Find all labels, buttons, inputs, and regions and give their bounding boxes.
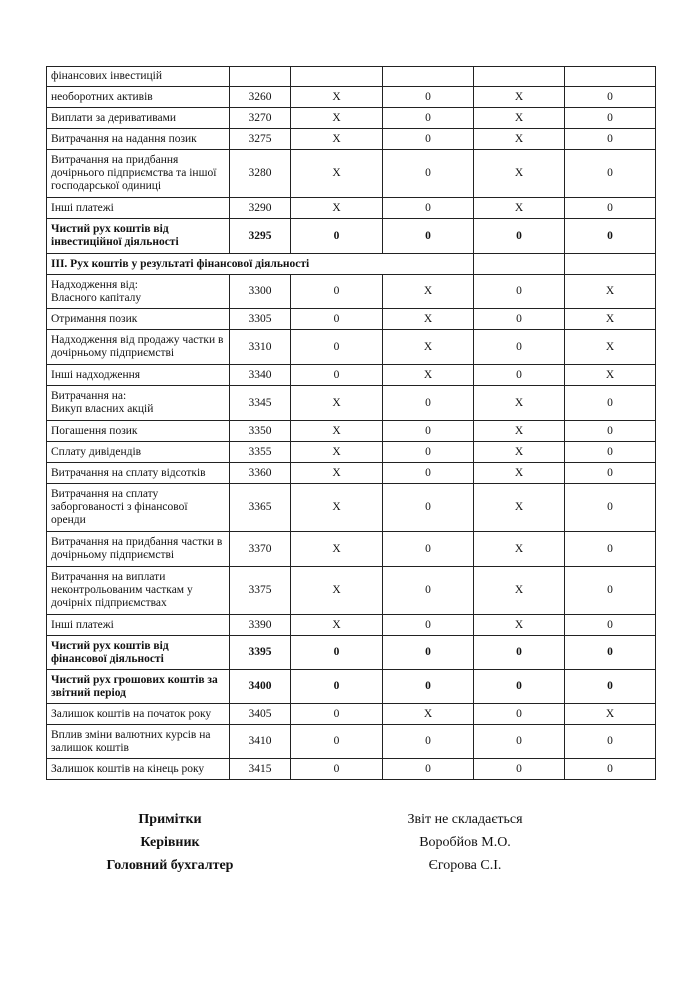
footer-row-notes — [0, 812, 700, 835]
value-cell: 0 — [565, 463, 656, 484]
value-cell: X — [291, 463, 383, 484]
row-code: 3390 — [230, 615, 291, 636]
value-cell: X — [474, 463, 565, 484]
row-code: 3305 — [230, 309, 291, 330]
director-label: Керівник — [140, 835, 200, 850]
empty-cell — [565, 254, 656, 275]
value-cell: X — [474, 567, 565, 615]
value-cell: X — [474, 442, 565, 463]
value-cell: X — [474, 386, 565, 421]
table-row — [47, 532, 656, 567]
value-cell: 0 — [565, 759, 656, 780]
value-cell: 0 — [565, 219, 656, 254]
table-row — [47, 670, 656, 704]
row-code: 3395 — [230, 636, 291, 670]
value-cell: X — [474, 532, 565, 567]
value-cell: 0 — [383, 108, 474, 129]
value-cell: X — [291, 421, 383, 442]
value-cell: 0 — [383, 442, 474, 463]
row-name: Витрачання на придбання дочірнього підприємства та іншої господарської одиниці — [47, 150, 230, 198]
value-cell: 0 — [383, 386, 474, 421]
row-name: Чистий рух коштів від фінансової діяльності — [47, 636, 230, 670]
value-cell: 0 — [383, 87, 474, 108]
table-row — [47, 567, 656, 615]
value-cell: X — [291, 484, 383, 532]
value-cell: 0 — [474, 759, 565, 780]
footer-row-director — [0, 835, 700, 858]
value-cell: X — [565, 704, 656, 725]
row-name: Отримання позик — [47, 309, 230, 330]
notes-value: Звіт не складається — [407, 812, 523, 827]
table-row — [47, 365, 656, 386]
value-cell: X — [565, 330, 656, 365]
value-cell: X — [474, 87, 565, 108]
chief-accountant-name: Єгорова С.І. — [428, 858, 502, 873]
row-name: необоротних активів — [47, 87, 230, 108]
value-cell: 0 — [291, 636, 383, 670]
value-cell: X — [474, 421, 565, 442]
section-title: ІІІ. Рух коштів у результаті фінансової діяльності — [47, 254, 474, 275]
value-cell: 0 — [291, 275, 383, 309]
value-cell: X — [291, 150, 383, 198]
row-name: Чистий рух коштів від інвестиційної діяльності — [47, 219, 230, 254]
row-code: 3410 — [230, 725, 291, 759]
value-cell: 0 — [565, 87, 656, 108]
value-cell: 0 — [383, 129, 474, 150]
value-cell: 0 — [383, 670, 474, 704]
row-code: 3340 — [230, 365, 291, 386]
chief-accountant-label: Головний бухгалтер — [106, 858, 234, 873]
row-name: Витрачання на придбання частки в дочірньому підприємстві — [47, 532, 230, 567]
row-code: 3260 — [230, 87, 291, 108]
value-cell: 0 — [565, 615, 656, 636]
row-code: 3360 — [230, 463, 291, 484]
row-name: Залишок коштів на кінець року — [47, 759, 230, 780]
row-name: Інші платежі — [47, 198, 230, 219]
value-cell — [291, 67, 383, 87]
table-row — [47, 421, 656, 442]
value-cell: X — [565, 309, 656, 330]
row-name: фінансових інвестицій — [47, 67, 230, 87]
row-name: Надходження від: Власного капіталу — [47, 275, 230, 309]
table-row — [47, 386, 656, 421]
row-name: Залишок коштів на початок року — [47, 704, 230, 725]
value-cell: 0 — [383, 421, 474, 442]
row-code: 3310 — [230, 330, 291, 365]
value-cell: X — [383, 309, 474, 330]
table-row — [47, 725, 656, 759]
table-row — [47, 636, 656, 670]
value-cell: 0 — [291, 670, 383, 704]
value-cell: X — [383, 275, 474, 309]
value-cell: 0 — [383, 615, 474, 636]
director-name: Воробйов М.О. — [419, 835, 511, 850]
value-cell: X — [291, 108, 383, 129]
value-cell: 0 — [565, 421, 656, 442]
table-row — [47, 108, 656, 129]
row-code: 3290 — [230, 198, 291, 219]
value-cell: 0 — [291, 365, 383, 386]
row-name: Погашення позик — [47, 421, 230, 442]
table-row — [47, 704, 656, 725]
table-row — [47, 275, 656, 309]
row-name: Витрачання на сплату відсотків — [47, 463, 230, 484]
table-row — [47, 150, 656, 198]
signatures-block — [0, 812, 700, 881]
row-code: 3280 — [230, 150, 291, 198]
row-name: Вплив зміни валютних курсів на залишок коштів — [47, 725, 230, 759]
row-code: 3370 — [230, 532, 291, 567]
value-cell: 0 — [383, 484, 474, 532]
value-cell: X — [291, 129, 383, 150]
row-code: 3365 — [230, 484, 291, 532]
value-cell: 0 — [291, 759, 383, 780]
value-cell: 0 — [383, 759, 474, 780]
row-code: 3270 — [230, 108, 291, 129]
row-code: 3345 — [230, 386, 291, 421]
row-code: 3275 — [230, 129, 291, 150]
value-cell: 0 — [565, 532, 656, 567]
value-cell: 0 — [565, 108, 656, 129]
footer-row-accountant — [0, 858, 700, 881]
table-row — [47, 615, 656, 636]
table-row — [47, 219, 656, 254]
value-cell: 0 — [474, 636, 565, 670]
value-cell: X — [291, 442, 383, 463]
value-cell — [565, 67, 656, 87]
value-cell: 0 — [565, 725, 656, 759]
value-cell: X — [291, 615, 383, 636]
row-name: Витрачання на надання позик — [47, 129, 230, 150]
row-code: 3295 — [230, 219, 291, 254]
value-cell: 0 — [565, 636, 656, 670]
value-cell: 0 — [383, 198, 474, 219]
value-cell: X — [565, 275, 656, 309]
table-body — [47, 67, 656, 780]
value-cell: 0 — [474, 670, 565, 704]
value-cell: 0 — [474, 219, 565, 254]
value-cell: X — [291, 532, 383, 567]
table-row — [47, 198, 656, 219]
value-cell: X — [383, 330, 474, 365]
row-name: Інші платежі — [47, 615, 230, 636]
value-cell: 0 — [383, 636, 474, 670]
value-cell: 0 — [474, 704, 565, 725]
value-cell: 0 — [565, 129, 656, 150]
value-cell: 0 — [383, 463, 474, 484]
value-cell — [383, 67, 474, 87]
value-cell: X — [474, 484, 565, 532]
row-name: Надходження від продажу частки в дочірньому підприємстві — [47, 330, 230, 365]
value-cell: X — [474, 615, 565, 636]
row-code: 3415 — [230, 759, 291, 780]
row-code: 3300 — [230, 275, 291, 309]
value-cell — [474, 67, 565, 87]
value-cell: 0 — [383, 725, 474, 759]
row-name: Виплати за деривативами — [47, 108, 230, 129]
value-cell: 0 — [565, 567, 656, 615]
value-cell: 0 — [474, 365, 565, 386]
value-cell: 0 — [291, 704, 383, 725]
value-cell: X — [474, 150, 565, 198]
table-row — [47, 484, 656, 532]
value-cell: 0 — [383, 532, 474, 567]
row-code: 3400 — [230, 670, 291, 704]
value-cell: 0 — [383, 567, 474, 615]
value-cell: X — [291, 386, 383, 421]
table-row — [47, 463, 656, 484]
row-name: Чистий рух грошових коштів за звітний період — [47, 670, 230, 704]
value-cell: 0 — [291, 330, 383, 365]
row-name: Витрачання на виплати неконтрольованим часткам у дочірніх підприємствах — [47, 567, 230, 615]
value-cell: 0 — [474, 725, 565, 759]
value-cell: 0 — [291, 309, 383, 330]
value-cell: X — [291, 567, 383, 615]
value-cell: 0 — [383, 219, 474, 254]
row-code: 3350 — [230, 421, 291, 442]
section-row — [47, 254, 656, 275]
row-code: 3375 — [230, 567, 291, 615]
notes-label: Примітки — [138, 812, 202, 827]
value-cell: 0 — [565, 442, 656, 463]
value-cell: 0 — [565, 198, 656, 219]
table-row — [47, 129, 656, 150]
value-cell: X — [565, 365, 656, 386]
table-row — [47, 87, 656, 108]
value-cell: X — [474, 198, 565, 219]
cash-flow-table — [46, 66, 656, 780]
table-row — [47, 67, 656, 87]
row-name: Сплату дивідендів — [47, 442, 230, 463]
row-code — [230, 67, 291, 87]
row-code: 3405 — [230, 704, 291, 725]
table-row — [47, 309, 656, 330]
value-cell: X — [474, 108, 565, 129]
value-cell: 0 — [565, 150, 656, 198]
row-name: Витрачання на: Викуп власних акцій — [47, 386, 230, 421]
row-code: 3355 — [230, 442, 291, 463]
value-cell: 0 — [291, 219, 383, 254]
value-cell: 0 — [565, 670, 656, 704]
table-row — [47, 330, 656, 365]
row-name: Інші надходження — [47, 365, 230, 386]
value-cell: 0 — [291, 725, 383, 759]
value-cell: X — [474, 129, 565, 150]
value-cell: X — [291, 87, 383, 108]
value-cell: 0 — [474, 330, 565, 365]
value-cell: 0 — [474, 309, 565, 330]
row-name: Витрачання на сплату заборгованості з фінансової оренди — [47, 484, 230, 532]
value-cell: 0 — [565, 386, 656, 421]
value-cell: 0 — [474, 275, 565, 309]
value-cell: X — [291, 198, 383, 219]
empty-cell — [474, 254, 565, 275]
table-row — [47, 442, 656, 463]
table-row — [47, 759, 656, 780]
value-cell: X — [383, 365, 474, 386]
value-cell: X — [383, 704, 474, 725]
value-cell: 0 — [565, 484, 656, 532]
value-cell: 0 — [383, 150, 474, 198]
